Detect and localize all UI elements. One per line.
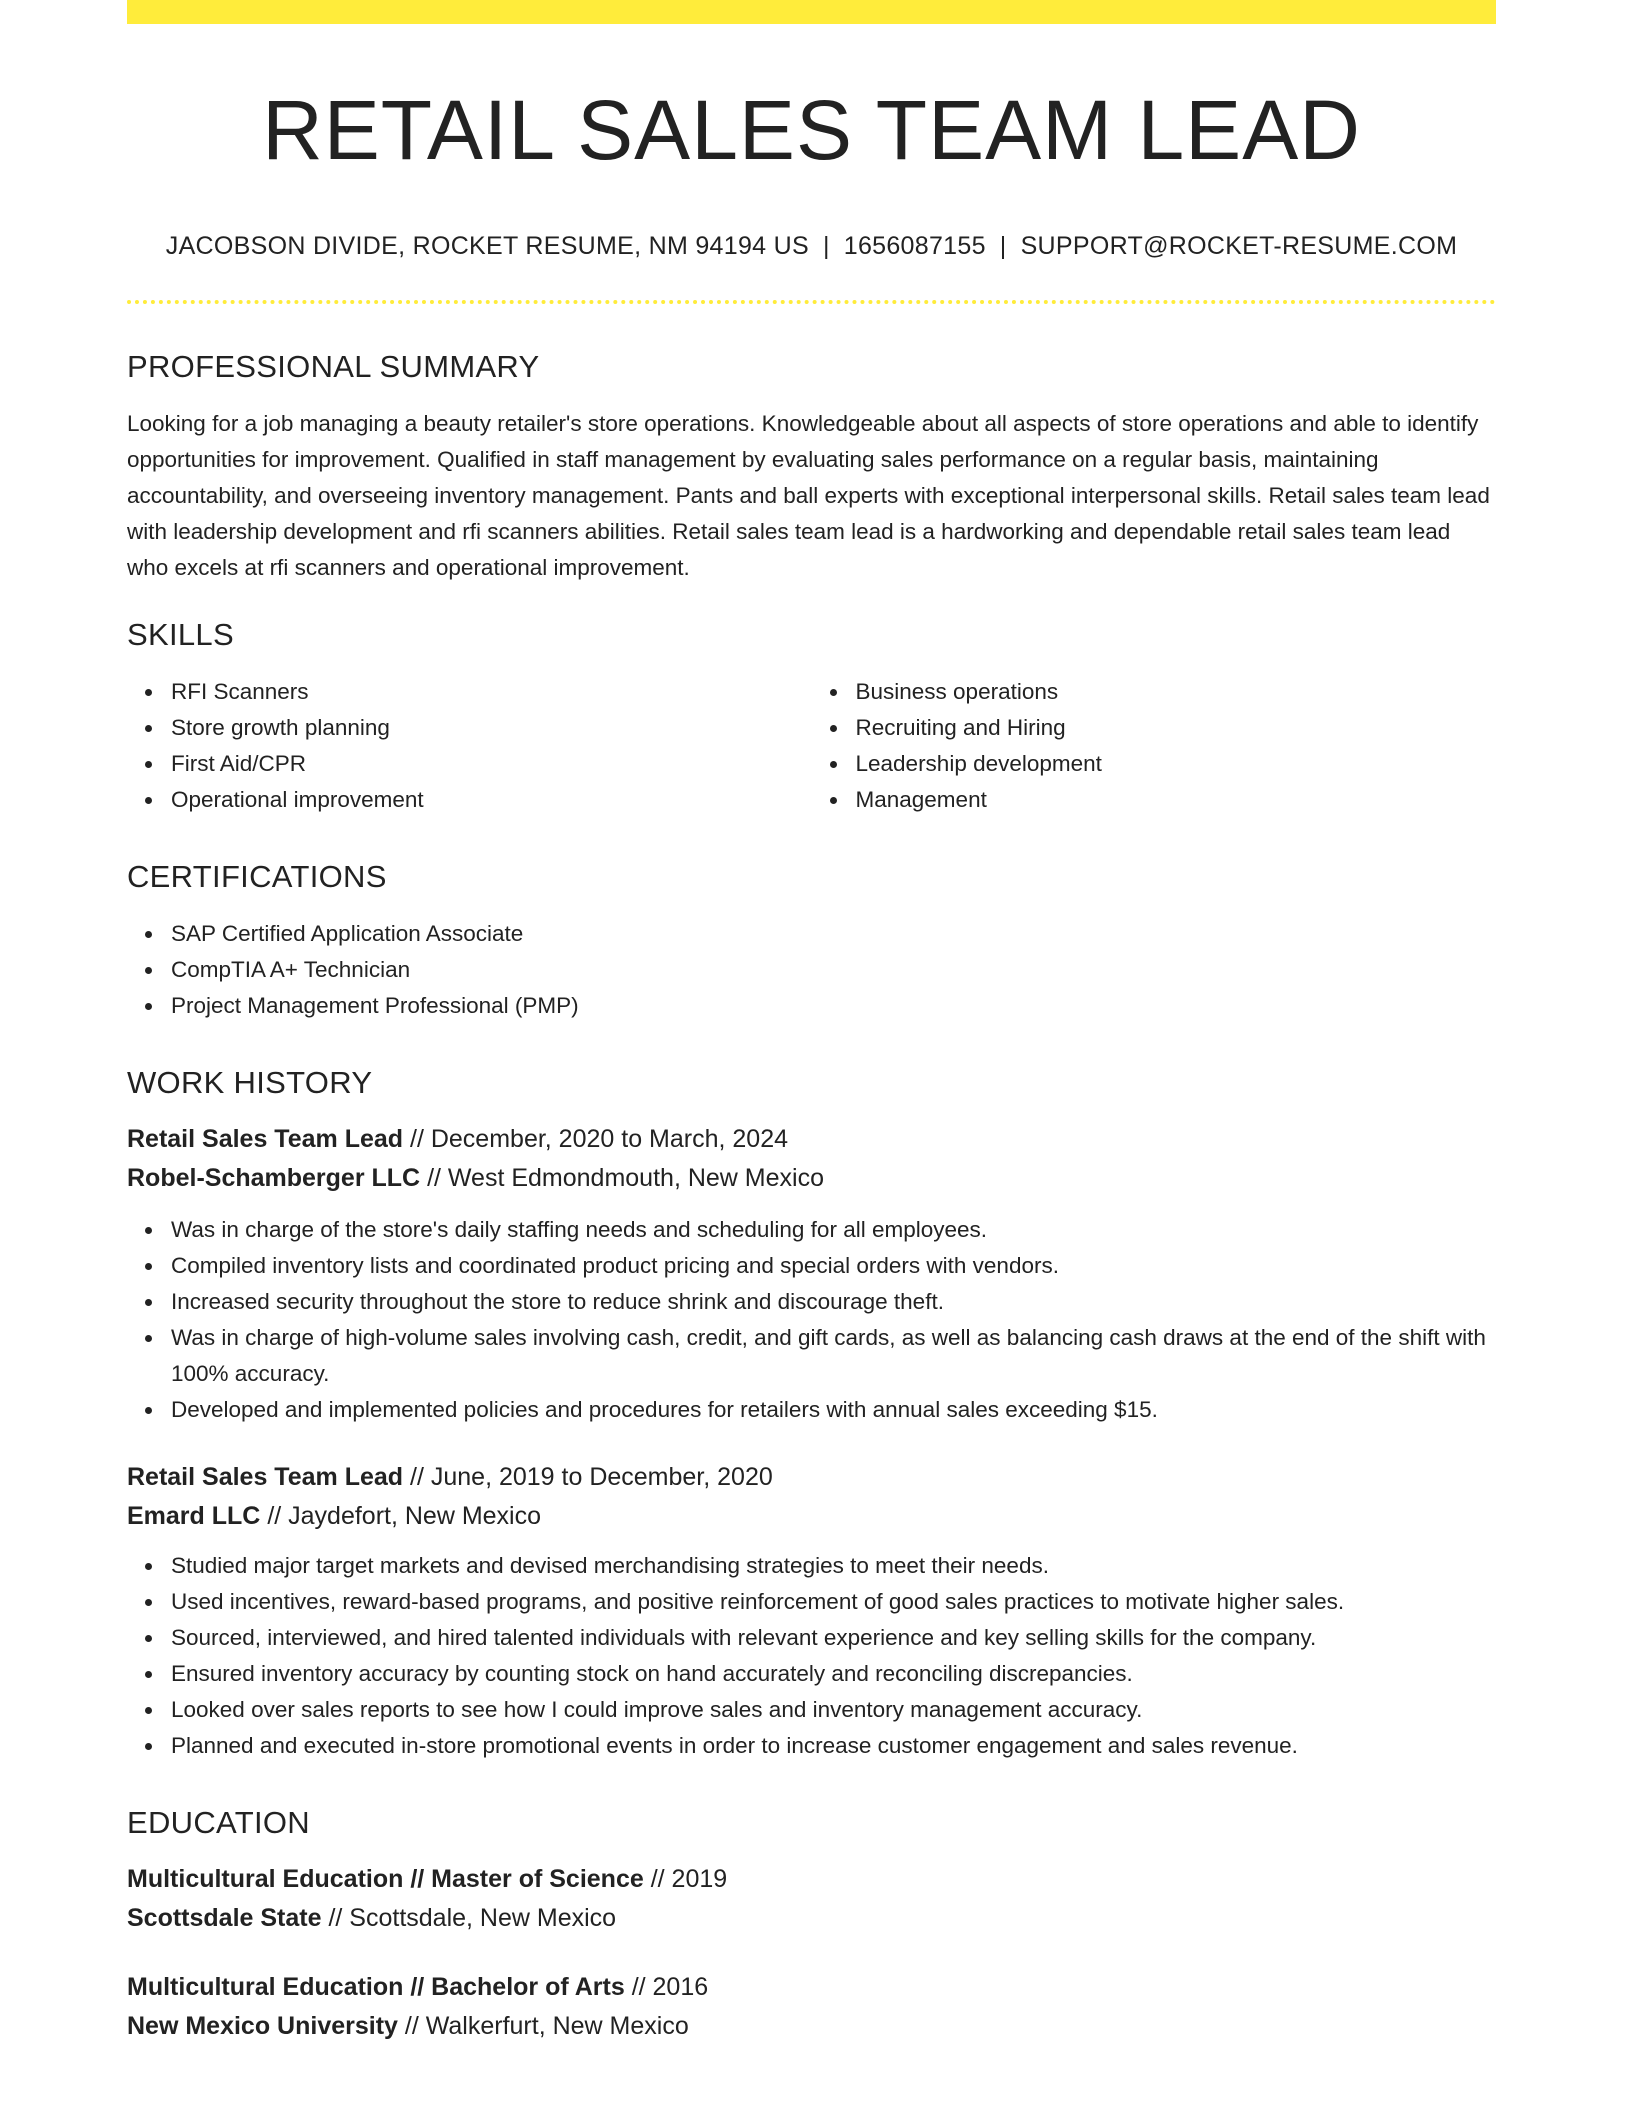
job-bullet: Sourced, interviewed, and hired talented individuals with relevant experience and key selling skills for the company.: [171, 1620, 1496, 1656]
skills-heading: SKILLS: [127, 617, 234, 652]
certification-item: Project Management Professional (PMP): [171, 988, 1496, 1024]
job-company: Emard LLC: [127, 1502, 261, 1530]
job-bullet: Studied major target markets and devised merchandising strategies to meet their needs.: [171, 1548, 1496, 1584]
work-history-heading: WORK HISTORY: [127, 1065, 373, 1100]
job-title: Retail Sales Team Lead: [127, 1463, 404, 1491]
job-title: Retail Sales Team Lead: [127, 1125, 404, 1153]
job-bullet: Increased security throughout the store to reduce shrink and discourage theft.: [171, 1284, 1496, 1320]
skill-item: Business operations: [856, 674, 1497, 710]
job-bullet: Compiled inventory lists and coordinated product pricing and special orders with vendors.: [171, 1248, 1496, 1284]
education-degree-line: [127, 1860, 1496, 1899]
job-title-line: [127, 1120, 1496, 1159]
education-school-line: [127, 2007, 1496, 2046]
skill-item: Operational improvement: [171, 782, 812, 818]
top-accent-bar: [127, 0, 1496, 24]
education-school-line: [127, 1899, 1496, 1938]
contact-separator: |: [822, 232, 830, 260]
job-company-line: [127, 1159, 1496, 1198]
skills-left-list: [127, 674, 812, 818]
job-location: // West Edmondmouth, New Mexico: [427, 1164, 824, 1192]
job-bullet: Planned and executed in-store promotional events in order to increase customer engagement and sales revenue.: [171, 1728, 1496, 1764]
skills-section: [127, 616, 1496, 818]
certification-item: SAP Certified Application Associate: [171, 916, 1496, 952]
summary-section: [127, 348, 1496, 586]
education-year: // 2019: [650, 1865, 728, 1893]
contact-email[interactable]: SUPPORT@ROCKET-RESUME.COM: [1020, 232, 1458, 260]
job-bullet: Ensured inventory accuracy by counting stock on hand accurately and reconciling discrepancies.: [171, 1656, 1496, 1692]
job-entry: [127, 1458, 1496, 1764]
certification-item: CompTIA A+ Technician: [171, 952, 1496, 988]
summary-heading: PROFESSIONAL SUMMARY: [127, 349, 540, 384]
skill-item: Recruiting and Hiring: [856, 710, 1497, 746]
skill-item: Management: [856, 782, 1497, 818]
dotted-divider: [127, 300, 1496, 304]
resume-page: [127, 0, 1496, 2046]
education-entry: [127, 1860, 1496, 1938]
education-heading: EDUCATION: [127, 1805, 310, 1840]
education-location: // Scottsdale, New Mexico: [328, 1904, 617, 1932]
job-bullet: Was in charge of the store's daily staffing needs and scheduling for all employees.: [171, 1212, 1496, 1248]
summary-text: Looking for a job managing a beauty retailer's store operations. Knowledgeable about all aspects of store operations and able to identify opportunities for improvement. Qualified in staff management by evaluating sales performance on a regular basis, maintaining accountability, and overseeing inventory management. Pants and ball experts with exceptional interpersonal skills. Retail sales team lead with leadership development and rfi scanners abilities. Retail sales team lead is a hardworking and dependable retail sales team lead who excels at rfi scanners and operational improvement.: [127, 411, 1490, 580]
job-dates: // June, 2019 to December, 2020: [410, 1463, 773, 1491]
skills-right-list: [812, 674, 1497, 818]
contact-separator: |: [999, 232, 1007, 260]
job-company: Robel-Schamberger LLC: [127, 1164, 421, 1192]
job-bullets: [127, 1212, 1496, 1428]
education-school: Scottsdale State: [127, 1904, 322, 1932]
job-bullet: Used incentives, reward-based programs, and positive reinforcement of good sales practices to motivate higher sales.: [171, 1584, 1496, 1620]
job-bullet: Looked over sales reports to see how I could improve sales and inventory management accuracy.: [171, 1692, 1496, 1728]
education-degree-line: [127, 1968, 1496, 2007]
job-bullet: Was in charge of high-volume sales involving cash, credit, and gift cards, as well as balancing cash draws at the end of the shift with 100% accuracy.: [171, 1320, 1496, 1392]
education-degree: Multicultural Education // Master of Science: [127, 1865, 644, 1893]
education-year: // 2016: [631, 1973, 709, 2001]
skills-columns: [127, 674, 1496, 818]
education-degree: Multicultural Education // Bachelor of Arts: [127, 1973, 625, 2001]
job-entry: [127, 1120, 1496, 1428]
skill-item: Leadership development: [856, 746, 1497, 782]
contact-address: JACOBSON DIVIDE, ROCKET RESUME, NM 94194 US: [165, 232, 809, 260]
resume-title: RETAIL SALES TEAM LEAD: [262, 83, 1361, 177]
job-company-line: [127, 1497, 1496, 1536]
job-title-line: [127, 1458, 1496, 1497]
education-entry: [127, 1968, 1496, 2046]
skill-item: Store growth planning: [171, 710, 812, 746]
certifications-section: [127, 858, 1496, 1024]
skill-item: First Aid/CPR: [171, 746, 812, 782]
education-section: [127, 1804, 1496, 2046]
work-history-section: [127, 1064, 1496, 1764]
certifications-list: [127, 916, 1496, 1024]
job-dates: // December, 2020 to March, 2024: [410, 1125, 789, 1153]
contact-phone: 1656087155: [843, 232, 986, 260]
job-location: // Jaydefort, New Mexico: [267, 1502, 542, 1530]
education-school: New Mexico University: [127, 2012, 398, 2040]
contact-line: [127, 230, 1496, 262]
education-location: // Walkerfurt, New Mexico: [404, 2012, 689, 2040]
job-bullets: [127, 1548, 1496, 1764]
job-bullet: Developed and implemented policies and procedures for retailers with annual sales exceeding $15.: [171, 1392, 1496, 1428]
certifications-heading: CERTIFICATIONS: [127, 859, 387, 894]
skill-item: RFI Scanners: [171, 674, 812, 710]
